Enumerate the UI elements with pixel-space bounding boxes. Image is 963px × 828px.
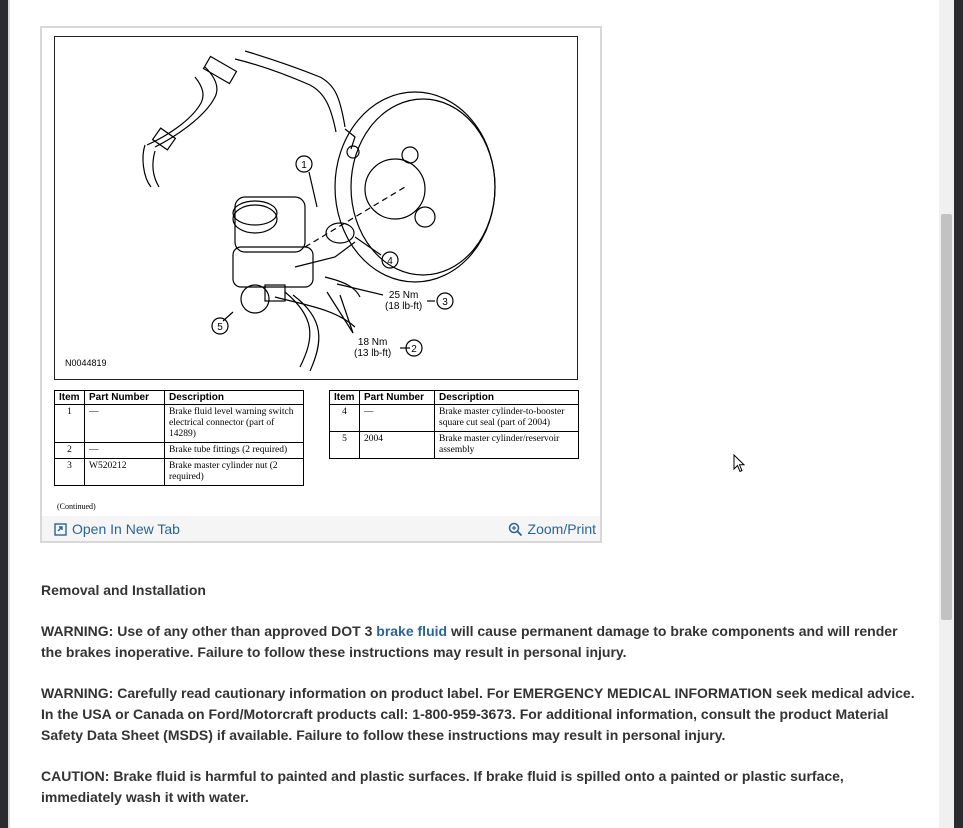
cell-desc: Brake tube fittings (2 required) (165, 443, 304, 459)
table-header-row (55, 391, 304, 405)
window-right-frame (954, 0, 963, 828)
figure-footer (42, 516, 600, 541)
zoom-icon (508, 522, 523, 537)
scrollbar-thumb[interactable] (941, 214, 952, 620)
open-in-new-tab-link[interactable] (54, 521, 180, 537)
zoom-print-link[interactable] (508, 521, 596, 537)
table-row (55, 459, 304, 486)
vertical-scrollbar[interactable] (939, 0, 954, 828)
cell-desc: Brake master cylinder nut (2 required) (165, 459, 304, 486)
window-left-frame (0, 0, 8, 828)
brake-master-cylinder-diagram[interactable] (54, 36, 578, 380)
cell-item: 1 (55, 405, 85, 443)
header-description: Description (165, 391, 304, 405)
cell-part: — (85, 443, 165, 459)
parts-table-right (329, 390, 579, 459)
procedure-content (41, 580, 921, 828)
header-part-number: Part Number (85, 391, 165, 405)
cell-item: 3 (55, 459, 85, 486)
mouse-cursor-icon (733, 454, 747, 474)
cell-part: — (85, 405, 165, 443)
cell-part: — (360, 405, 435, 432)
header-item: Item (330, 391, 360, 405)
header-part-number: Part Number (360, 391, 435, 405)
torque-lbft: (18 lb-ft) (385, 301, 423, 312)
header-description: Description (435, 391, 579, 405)
callout-1: 1 (301, 160, 307, 171)
caution-paint: CAUTION: Brake fluid is harmful to painted and plastic surfaces. If brake fluid is spilled onto a painted or plastic surface, immediately wash it with water. (41, 768, 844, 805)
torque-nm: 25 Nm (388, 290, 419, 301)
figure-id: N0044819 (65, 358, 107, 368)
warning-dot3 (41, 621, 921, 663)
cell-desc: Brake master cylinder/reservoir assembly (435, 432, 579, 459)
warning-text-after: will cause permanent damage to brake components and will render the brakes inoperative. Failure to follow these instructions may result in personal injury. (41, 623, 898, 660)
cell-item: 2 (55, 443, 85, 459)
diagram-drawing (55, 37, 578, 380)
open-in-new-tab-label: Open In New Tab (72, 521, 180, 537)
zoom-print-label: Zoom/Print (527, 521, 596, 537)
callout-4: 4 (387, 256, 393, 267)
callout-5: 5 (217, 322, 223, 333)
warning-text-before: WARNING: Use of any other than approved DOT 3 (41, 623, 377, 639)
cell-part: 2004 (360, 432, 435, 459)
table-row (55, 405, 304, 443)
table-row (330, 432, 579, 459)
brake-fluid-link[interactable]: brake fluid (376, 623, 448, 639)
cell-part: W520212 (85, 459, 165, 486)
torque-lbft: (13 lb-ft) (354, 348, 392, 359)
continued-note: (Continued) (57, 502, 96, 511)
section-heading: Removal and Installation (41, 582, 206, 598)
torque-label-2 (354, 337, 391, 359)
callout-2: 2 (411, 344, 417, 355)
cell-item: 4 (330, 405, 360, 432)
header-item: Item (55, 391, 85, 405)
cell-desc: Brake fluid level warning switch electrical connector (part of 14289) (165, 405, 304, 443)
figure-card (40, 26, 602, 543)
cell-item: 5 (330, 432, 360, 459)
table-row (330, 405, 579, 432)
parts-table-left (54, 390, 304, 486)
warning-msds: WARNING: Carefully read cautionary information on product label. For EMERGENCY MEDICAL INFORMATION seek medical advice. In the USA or Canada on Ford/Motorcraft products call: 1-800-959-3673. For additional information, consult the product Material Safety Data Sheet (MSDS) if available. Failure to follow these instructions may result in personal injury. (41, 685, 915, 743)
table-row (55, 443, 304, 459)
torque-nm: 18 Nm (357, 337, 388, 348)
open-tab-icon (54, 523, 67, 536)
torque-label-3 (385, 290, 422, 312)
cell-desc: Brake master cylinder-to-booster square cut seal (part of 2004) (435, 405, 579, 432)
table-header-row (330, 391, 579, 405)
callout-3: 3 (442, 297, 448, 308)
